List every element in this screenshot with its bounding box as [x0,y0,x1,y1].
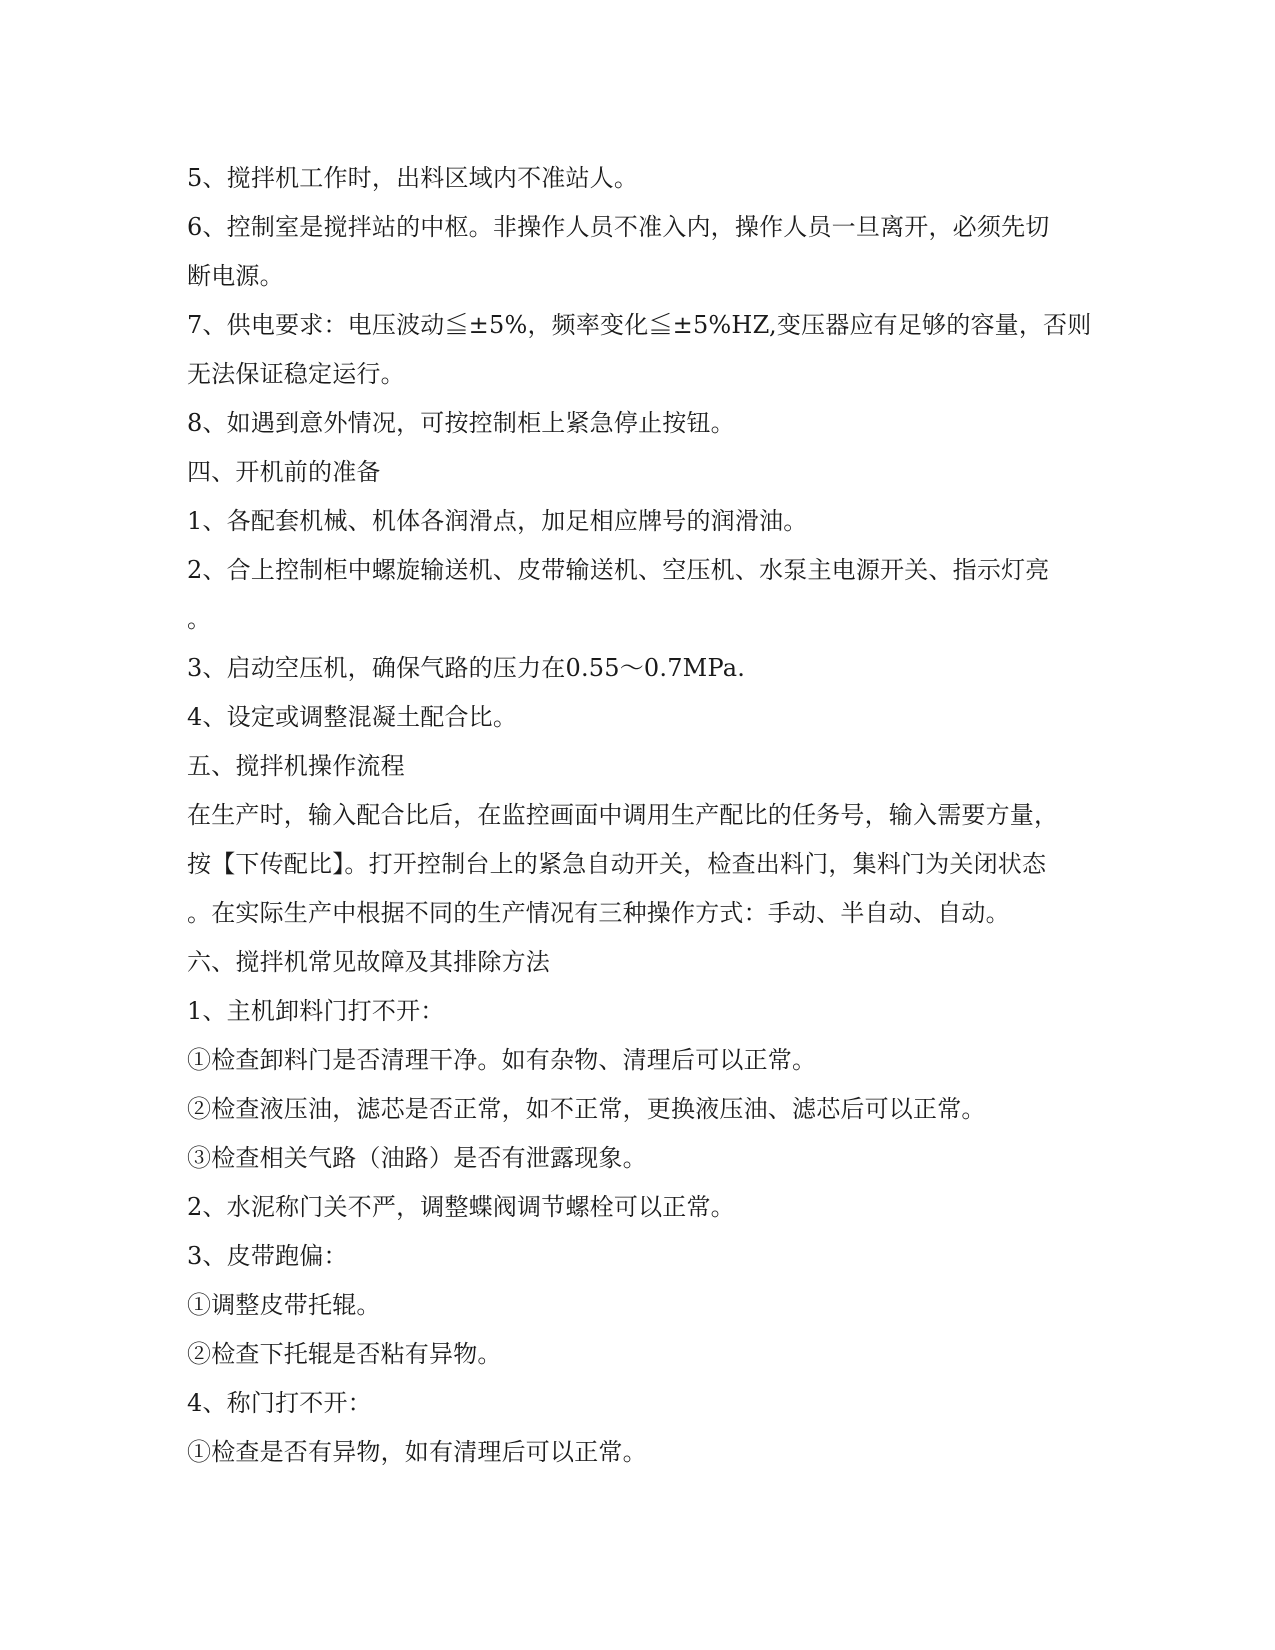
body-line: 1、各配套机械、机体各润滑点，加足相应牌号的润滑油。 [187,507,808,535]
body-line: 8、如遇到意外情况，可按控制柜上紧急停止按钮。 [187,409,735,437]
body-line: 按【下传配比】。打开控制台上的紧急自动开关，检查出料门，集料门为关闭状态 [187,850,1047,878]
body-line: 4、称门打不开： [187,1389,372,1417]
body-line: 。在实际生产中根据不同的生产情况有三种操作方式：手动、半自动、自动。 [187,899,1010,927]
body-line: ②检查下托辊是否粘有异物。 [187,1340,502,1368]
body-line: 2、水泥称门关不严，调整蝶阀调节螺栓可以正常。 [187,1193,735,1221]
body-line: 无法保证稳定运行。 [187,360,405,388]
section-heading: 六、搅拌机常见故障及其排除方法 [187,948,550,976]
body-line: ②检查液压油，滤芯是否正常，如不正常，更换液压油、滤芯后可以正常。 [187,1095,986,1123]
section-heading: 四、开机前的准备 [187,458,381,486]
body-line: 2、合上控制柜中螺旋输送机、皮带输送机、空压机、水泵主电源开关、指示灯亮 [187,556,1050,584]
body-line: 在生产时，输入配合比后，在监控画面中调用生产配比的任务号，输入需要方量， [187,801,1059,829]
body-line: 3、启动空压机，确保气路的压力在0.55～0.7MPa. [187,654,746,682]
body-line: ①检查卸料门是否清理干净。如有杂物、清理后可以正常。 [187,1046,817,1074]
document-body [187,154,1107,1477]
body-line: ③检查相关气路（油路）是否有泄露现象。 [187,1144,647,1172]
body-line: 断电源。 [187,262,284,290]
body-line: 1、主机卸料门打不开： [187,997,445,1025]
body-line: ①调整皮带托辊。 [187,1291,381,1319]
body-line: 5、搅拌机工作时，出料区域内不准站人。 [187,164,639,192]
body-line: 4、设定或调整混凝土配合比。 [187,703,518,731]
body-line: 3、皮带跑偏： [187,1242,348,1270]
body-line: ①检查是否有异物，如有清理后可以正常。 [187,1438,647,1466]
section-heading: 五、搅拌机操作流程 [187,752,405,780]
body-line: 6、控制室是搅拌站的中枢。非操作人员不准入内，操作人员一旦离开，必须先切 [187,213,1050,241]
body-line: 。 [187,605,212,633]
body-line: 7、供电要求：电压波动≦±5%，频率变化≦±5%HZ,变压器应有足够的容量，否则 [187,311,1092,339]
